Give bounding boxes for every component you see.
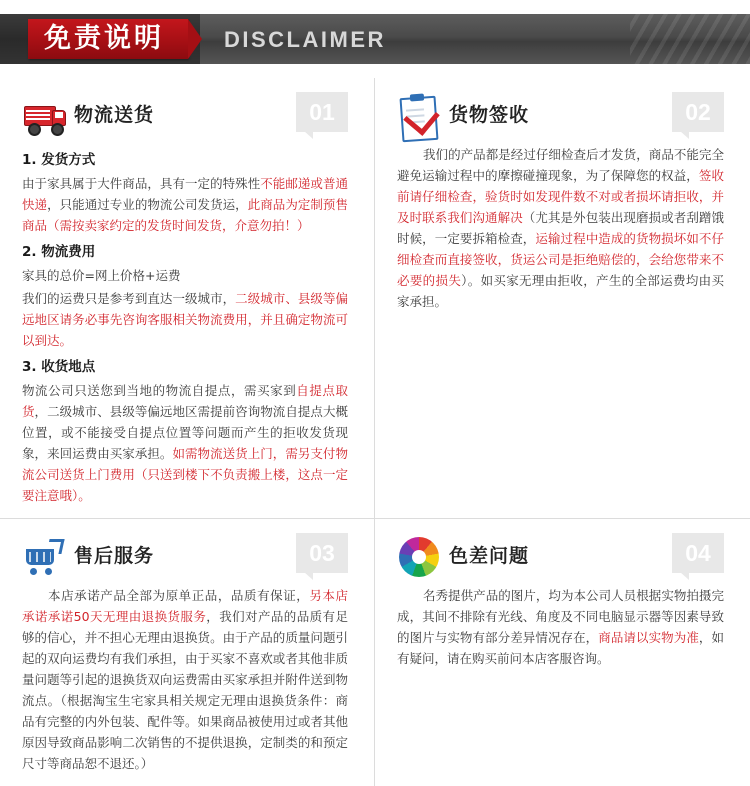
- section-goods-acceptance: [375, 78, 750, 519]
- section-logistics-delivery: [0, 78, 375, 519]
- sections-row-bottom: [0, 519, 750, 786]
- subsection-title-shipping-fee: 2. 物流费用: [22, 244, 96, 260]
- text-run-highlight: 此商品为定制预售商品（需按卖家约定的发货时间发货，介意勿拍！）: [22, 197, 348, 233]
- paragraph-shipping-fee: [22, 288, 348, 351]
- section-color-difference: [375, 519, 750, 786]
- section-body: [397, 144, 724, 312]
- text-run-highlight: 签收前请仔细检查，验货时如发现件数不对或者损坏请拒收，并及时联系我们沟通解决: [397, 168, 724, 225]
- section-header: [22, 533, 348, 585]
- text-run-highlight: 二级城市、县级等偏远地区请务必事先咨询客服相关物流费用，并且确定物流可以到达。: [22, 291, 348, 348]
- section-after-sales-service: [0, 519, 375, 786]
- section-body: [22, 585, 348, 774]
- disclaimer-sections-grid: [0, 78, 750, 786]
- paragraph-receiving-location: [22, 380, 348, 506]
- text-run: ，我们对产品的品质有足够的信心，并不担心无理由退换货。由于产品的质量问题引起的双向运费均有我们承担，由于买家不喜欢或者其他非质量问题等引起的退换货双向运费需由买家承担并附件送到物流点。（根据淘宝生宅家具相关规定无理由退换货条件：商品有完整的内外包装、配件等。如果商品被使用过或者其他原因导致商品影响二次销售的不提供退换，定制类的和预定尺寸等商品恕不退还。）: [22, 609, 348, 771]
- section-header: [22, 92, 348, 144]
- clipboard-check-icon: [397, 94, 441, 138]
- banner-title-cn: 免责说明: [44, 23, 164, 54]
- paragraph-after-sales: [22, 585, 348, 774]
- text-run: ，如有疑问，请在购买前问本店客服咨询。: [397, 630, 724, 666]
- shopping-cart-icon: [22, 535, 66, 579]
- text-run: 物流公司只送您到当地的物流自提点，需买家到: [22, 383, 297, 398]
- sections-row-top: [0, 78, 750, 519]
- text-run-highlight: 另本店承诺承诺50天无理由退换货服务: [22, 588, 348, 624]
- section-title: 货物签收: [449, 104, 530, 126]
- subsection-title-shipping-method: 1. 发货方式: [22, 152, 96, 168]
- section-body: [22, 150, 348, 506]
- text-run-highlight: 自提点取货: [22, 383, 348, 419]
- subsection-title-receiving-location: 3. 收货地点: [22, 359, 96, 375]
- text-run: 我们的产品都是经过仔细检查后才发货，商品不能完全避免运输过程中的摩擦碰撞现象，为了保障您的权益，: [397, 147, 724, 183]
- section-number-badge: 02: [672, 92, 724, 132]
- text-run: 我们的运费只是参考到直达一级城市，: [22, 291, 236, 306]
- banner-stripes-decoration: [630, 14, 750, 64]
- text-run: 家具的总价=网上价格+运费: [22, 268, 181, 283]
- text-run: 名秀提供产品的图片，均为本公司人员根据实物拍摄完成，其间不排除有光线、角度及不同电脑显示器等因素导致的图片与实物有部分差异情况存在，: [397, 588, 724, 645]
- disclaimer-banner: [0, 0, 750, 78]
- text-run-highlight: 如需物流送货上门，需另支付物流公司送货上门费用（只送到楼下不负责搬上楼，这点一定要注意哦）。: [22, 446, 348, 503]
- banner-title-en: DISCLAIMER: [224, 27, 386, 52]
- section-number-badge: 01: [296, 92, 348, 132]
- text-run-highlight: 商品请以实物为准: [598, 630, 699, 645]
- banner-red-tag-arrow: [188, 19, 202, 59]
- section-title: 物流送货: [74, 104, 155, 126]
- section-number-badge: 04: [672, 533, 724, 573]
- section-title: 售后服务: [74, 545, 155, 567]
- text-run: ，二级城市、县级等偏远地区需提前咨询物流自提点大概位置，或不能接受自提点位置等问题而产生的拒收发货现象，来回运费由买家承担。: [22, 404, 348, 461]
- section-header: [397, 92, 724, 144]
- text-run: 由于家具属于大件商品，具有一定的特殊性: [22, 176, 261, 191]
- paragraph-color-difference: [397, 585, 724, 669]
- section-header: [397, 533, 724, 585]
- paragraph-total-price: [22, 265, 348, 286]
- text-run-highlight: 不能邮递或普通快递: [22, 176, 348, 212]
- paragraph-shipping-method: [22, 173, 348, 236]
- color-wheel-icon: [397, 535, 441, 579]
- paragraph-acceptance: [397, 144, 724, 312]
- text-run: ，只能通过专业的物流公司发货运，: [47, 197, 248, 212]
- text-run: 本店承诺产品全部为原单正品，品质有保证，: [48, 588, 310, 603]
- text-run: （尤其是外包装出现磨损或者刮蹭饿时候，一定要拆箱检查，: [397, 210, 724, 246]
- text-run: ）。如买家无理由拒收，产生的全部运费均由买家承担。: [397, 273, 724, 309]
- section-body: [397, 585, 724, 669]
- section-title: 色差问题: [449, 545, 530, 567]
- truck-icon: [22, 94, 66, 138]
- section-number-badge: 03: [296, 533, 348, 573]
- text-run-highlight: 运输过程中造成的货物损坏如不仔细检查而直接签收，货运公司是拒绝赔偿的，会给您带来不必要的损失: [397, 231, 724, 288]
